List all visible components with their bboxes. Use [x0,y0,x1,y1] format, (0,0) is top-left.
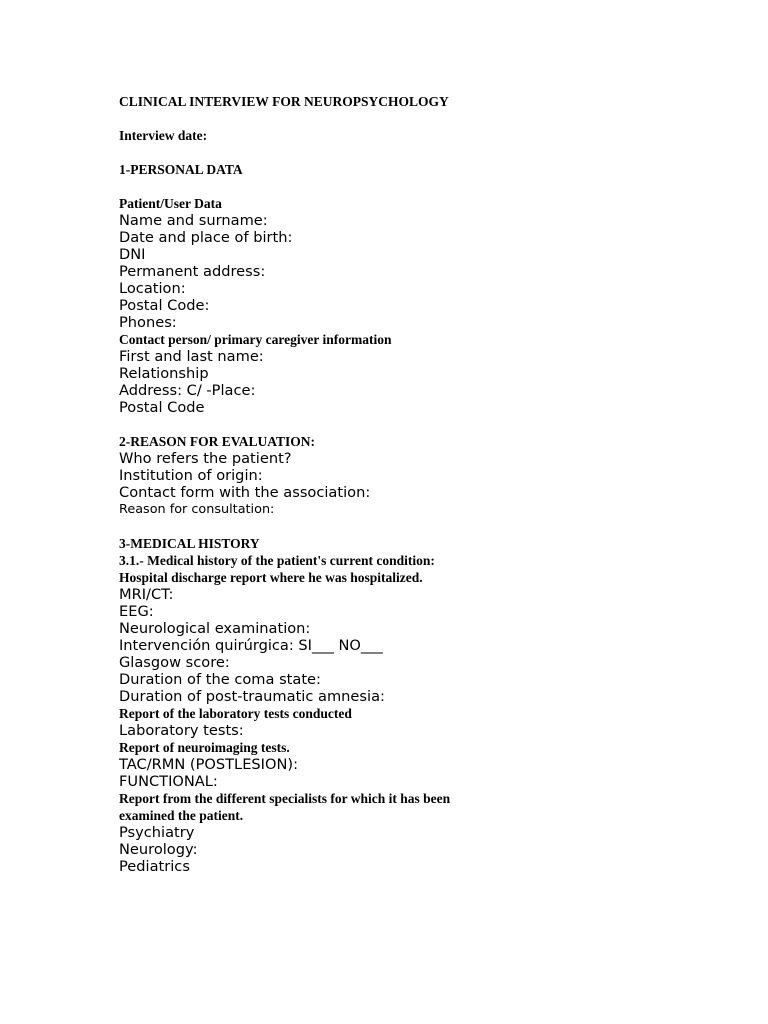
spacer [119,518,719,535]
field-surgery: Intervención quirúrgica: SI___ NO___ [119,637,383,654]
document-title: CLINICAL INTERVIEW FOR NEUROPSYCHOLOGY [119,94,449,109]
discharge-report-heading: Hospital discharge report where he was hospitalized. [119,570,423,585]
field-who-refers: Who refers the patient? [119,450,292,467]
field-location: Location: [119,280,186,297]
field-neuro-exam: Neurological examination: [119,620,311,637]
spacer [119,144,719,161]
field-contact-address: Address: C/ -Place: [119,382,256,399]
interview-date-label: Interview date: [119,128,208,143]
spacer [119,110,719,127]
section-heading-personal-data: 1-PERSONAL DATA [119,162,243,177]
field-tac-rmn: TAC/RMN (POSTLESION): [119,756,298,773]
specialists-heading-line1: Report from the different specialists for which it has been [119,791,451,806]
field-coma-duration: Duration of the coma state: [119,671,321,688]
section-heading-medical-history: 3-MEDICAL HISTORY [119,536,260,551]
field-lab-tests: Laboratory tests: [119,722,244,739]
field-pediatrics: Pediatrics [119,858,190,875]
field-birth-date-place: Date and place of birth: [119,229,293,246]
field-permanent-address: Permanent address: [119,263,266,280]
field-name-surname: Name and surname: [119,212,268,229]
field-functional: FUNCTIONAL: [119,773,218,790]
medical-history-subheading: 3.1.- Medical history of the patient's current condition: [119,553,435,568]
field-neurology: Neurology: [119,841,198,858]
field-contact-form: Contact form with the association: [119,484,371,501]
field-relationship: Relationship [119,365,209,382]
lab-tests-heading: Report of the laboratory tests conducted [119,706,352,721]
neuroimaging-heading: Report of neuroimaging tests. [119,740,290,755]
field-contact-postal-code: Postal Code [119,399,205,416]
field-psychiatry: Psychiatry [119,824,195,841]
spacer [119,178,719,195]
field-amnesia-duration: Duration of post-traumatic amnesia: [119,688,385,705]
section-heading-reason: 2-REASON FOR EVALUATION: [119,434,316,449]
spacer [119,416,719,433]
contact-person-heading: Contact person/ primary caregiver information [119,332,392,347]
field-eeg: EEG: [119,603,154,620]
field-reason-consultation: Reason for consultation: [119,502,275,517]
field-mri-ct: MRI/CT: [119,586,174,603]
field-postal-code: Postal Code: [119,297,210,314]
field-contact-name: First and last name: [119,348,264,365]
field-phones: Phones: [119,314,177,331]
patient-data-heading: Patient/User Data [119,196,222,211]
field-dni: DNI [119,246,146,263]
field-glasgow: Glasgow score: [119,654,230,671]
specialists-heading-line2: examined the patient. [119,808,244,823]
field-institution: Institution of origin: [119,467,263,484]
document-page [119,93,719,875]
